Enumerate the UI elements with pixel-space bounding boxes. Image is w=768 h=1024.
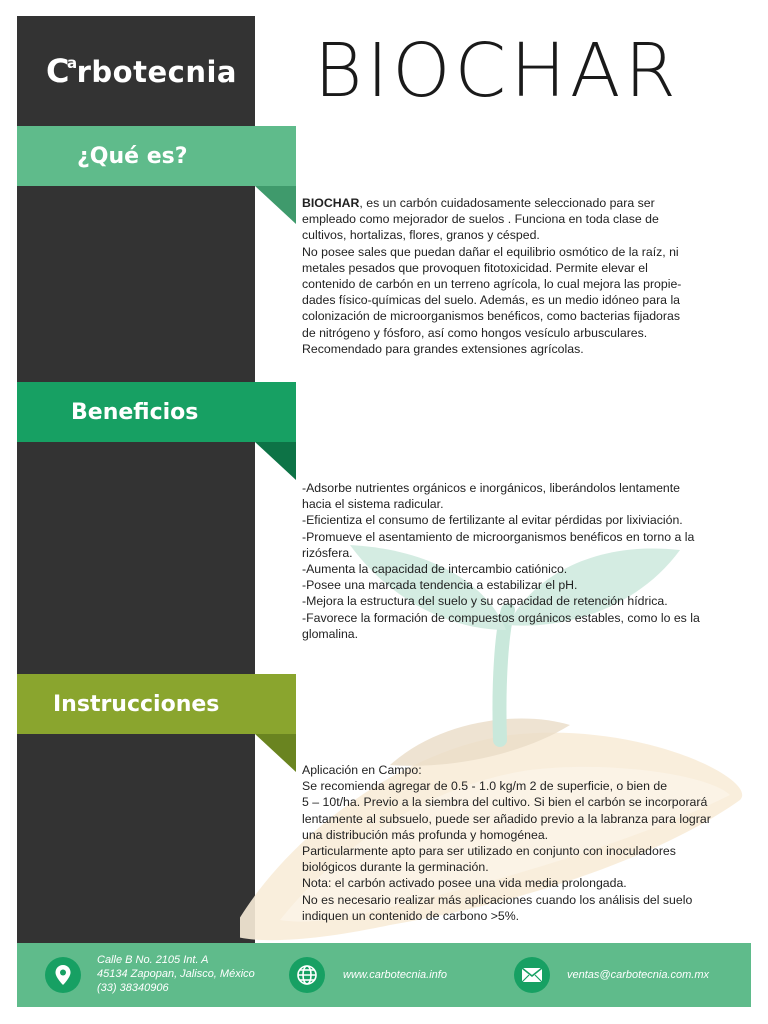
instruccion-line: Particularmente apto para ser utilizado en conjunto con inoculadores [302, 844, 676, 859]
que-es-line: cultivos, hortalizas, flores, granos y césped. [302, 228, 540, 243]
beneficio-line: rizósfera. [302, 545, 353, 560]
ribbon-fold-beneficios [255, 442, 296, 480]
ribbon-fold-instrucciones [255, 734, 296, 772]
beneficio-line: -Posee una marcada tendencia a estabilizar el pH. [302, 578, 578, 593]
biochar-lead: BIOCHAR [302, 196, 360, 210]
address-line: 45134 Zapopan, Jalisco, México [97, 968, 255, 980]
location-pin-icon [45, 957, 81, 993]
instruccion-line: Aplicación en Campo: [302, 763, 422, 777]
address-line: Calle B No. 2105 Int. A [97, 954, 209, 966]
que-es-line: dades físico-químicas del suelo. Además, es un medio idóneo para la [302, 293, 681, 308]
envelope-icon [514, 957, 550, 993]
instruccion-line: lentamente al subsuelo, puede ser añadido previo a la labranza para lograr [302, 811, 711, 826]
page-title: BIOCHAR [314, 28, 680, 114]
contact-footer [17, 943, 751, 1007]
beneficio-line: -Mejora la estructura del suelo y su capacidad de retención hídrica. [302, 594, 668, 609]
section-header-instrucciones: Instrucciones [17, 674, 296, 734]
instruccion-line: biológicos durante la germinación. [302, 860, 489, 875]
que-es-line: Recomendado para grandes extensiones agrícolas. [302, 341, 584, 356]
section-header-beneficios: Beneficios [17, 382, 296, 442]
phone-number[interactable]: (33) 38340906 [97, 982, 169, 994]
que-es-line: colonización de microorganismos benéficos, como bacterias fijadoras [302, 309, 680, 324]
beneficio-line: -Aumenta la capacidad de intercambio catiónico. [302, 562, 568, 577]
ribbon-fold-que-es [255, 186, 296, 224]
que-es-line: de nitrógeno y fósforo, así como hongos vesículo arbusculares. [302, 325, 648, 340]
instruccion-line: No es necesario realizar más aplicaciones cuando los análisis del suelo [302, 892, 693, 907]
que-es-line: contenido de carbón en un terreno agrícola, lo cual mejora las propie- [302, 277, 682, 292]
beneficio-line: -Adsorbe nutrientes orgánicos e inorgánicos, liberándolos lentamente [302, 481, 681, 495]
email-link[interactable]: ventas@carbotecnia.com.mx [567, 969, 710, 981]
que-es-line: empleado como mejorador de suelos . Funciona en toda clase de [302, 212, 659, 227]
que-es-line: metales pesados que provoquen fitotoxicidad. Permite elevar el [302, 260, 648, 275]
instrucciones-text [302, 762, 732, 924]
website-link[interactable]: www.carbotecnia.info [343, 969, 447, 981]
que-es-line: No posee sales que puedan dañar el equilibrio osmótico de la raíz, ni [302, 244, 679, 259]
que-es-text [302, 195, 732, 357]
beneficios-list [302, 480, 732, 642]
beneficio-line: -Eficientiza el consumo de fertilizante al evitar pérdidas por lixiviación. [302, 513, 683, 528]
beneficio-line: glomalina. [302, 626, 359, 641]
globe-icon [289, 957, 325, 993]
instruccion-line: Nota: el carbón activado posee una vida media prolongada. [302, 876, 627, 891]
address-block [97, 953, 255, 995]
beneficio-line: -Promueve el asentamiento de microorganismos benéficos en torno a la [302, 529, 695, 544]
que-es-line: BIOCHAR, es un carbón cuidadosamente seleccionado para ser [302, 196, 655, 210]
beneficio-line: hacia el sistema radicular. [302, 497, 444, 512]
instruccion-line: indiquen un contenido de carbono >5%. [302, 908, 520, 923]
carbotecnia-logo: $C^arbotecnia$ [46, 52, 237, 90]
instruccion-line: Se recomienda agregar de 0.5 - 1.0 kg/m 2 de superficie, o bien de [302, 779, 668, 794]
section-header-que-es: ¿Qué es? [17, 126, 296, 186]
beneficio-line: -Favorece la formación de compuestos orgánicos estables, como lo es la [302, 610, 700, 625]
instruccion-line: una distribución más profunda y homogénea. [302, 827, 549, 842]
instruccion-line: 5 – 10t/ha. Previo a la siembra del cultivo. Si bien el carbón se incorporará [302, 795, 708, 810]
